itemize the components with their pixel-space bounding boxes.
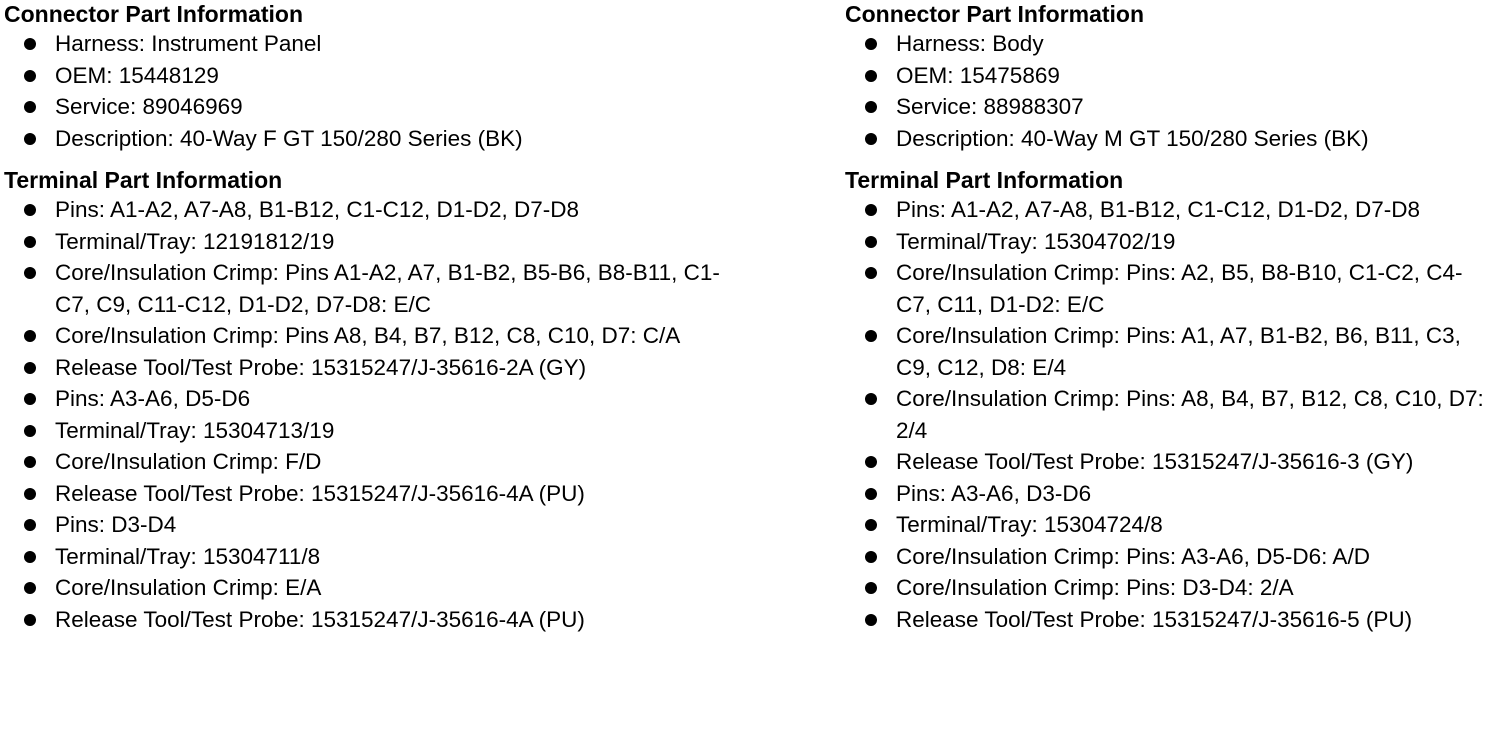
bullet-icon [24, 133, 36, 145]
connector-heading: Connector Part Information [845, 1, 1145, 27]
list-item-text: Terminal/Tray: 15304702/19 [896, 228, 1176, 254]
terminal-heading: Terminal Part Information [4, 167, 283, 193]
connector-info-list [4, 28, 784, 154]
list-item-text: Core/Insulation Crimp: Pins: D3-D4: 2/A [896, 575, 1294, 600]
list-item-text: Release Tool/Test Probe: 15315247/J-35616-4A (PU) [55, 480, 585, 506]
list-item-text: Pins: A1-A2, A7-A8, B1-B12, C1-C12, D1-D2, D7-D8 [896, 197, 1420, 222]
bullet-icon [865, 133, 877, 145]
bullet-icon [24, 38, 36, 50]
bullet-icon [865, 267, 877, 279]
terminal-heading: Terminal Part Information [845, 167, 1124, 193]
list-item-text: Terminal/Tray: 15304724/8 [896, 512, 1163, 537]
list-item [845, 383, 1490, 446]
list-item-text: Pins: A1-A2, A7-A8, B1-B12, C1-C12, D1-D2, D7-D8 [55, 197, 579, 222]
list-item [4, 123, 784, 155]
list-item [845, 572, 1500, 604]
list-item-text: Core/Insulation Crimp: Pins: A1, A7, B1-B2, B6, B11, C3, C9, C12, D8: E/4 [896, 323, 1461, 380]
list-item [845, 60, 1500, 92]
list-item-text: Release Tool/Test Probe: 15315247/J-35616-5 (PU) [896, 606, 1413, 632]
bullet-icon [865, 551, 877, 563]
list-item [4, 352, 734, 384]
bullet-icon [24, 70, 36, 82]
list-item-text: Pins: A3-A6, D5-D6 [55, 386, 251, 411]
bullet-icon [24, 456, 36, 468]
bullet-icon [24, 551, 36, 563]
bullet-icon [24, 362, 36, 374]
list-item-text: Terminal/Tray: 12191812/19 [55, 228, 335, 254]
list-item-text: Pins: A3-A6, D3-D6 [896, 480, 1092, 506]
list-item [845, 509, 1500, 541]
list-item-text: OEM: 15475869 [896, 62, 1060, 88]
connector-heading: Connector Part Information [4, 1, 304, 27]
list-item [4, 257, 734, 320]
bullet-icon [865, 101, 877, 113]
list-item-text: Harness: Instrument Panel [55, 31, 322, 56]
list-item [4, 60, 784, 92]
list-item-text: Release Tool/Test Probe: 15315247/J-35616-4A (PU) [55, 606, 585, 632]
list-item [845, 541, 1500, 573]
bullet-icon [865, 204, 877, 216]
list-item [4, 226, 734, 258]
list-item-text: Core/Insulation Crimp: Pins: A2, B5, B8-B10, C1-C2, C4-C7, C11, D1-D2: E/C [896, 260, 1463, 317]
list-item-text: Core/Insulation Crimp: Pins: A3-A6, D5-D6: A/D [896, 543, 1370, 569]
bullet-icon [24, 267, 36, 279]
list-item-text: Core/Insulation Crimp: F/D [55, 449, 322, 474]
bullet-icon [865, 330, 877, 342]
list-item [845, 604, 1500, 636]
list-item [4, 28, 784, 60]
list-item [4, 383, 784, 415]
list-item [845, 194, 1490, 226]
bullet-icon [24, 519, 36, 531]
bullet-icon [24, 425, 36, 437]
list-item [845, 257, 1490, 320]
list-item [4, 91, 784, 123]
terminal-group-list [4, 194, 734, 383]
bullet-icon [865, 488, 877, 500]
list-item [4, 415, 784, 447]
list-item-text: Pins: D3-D4 [55, 512, 177, 537]
bullet-icon [24, 204, 36, 216]
list-item [845, 446, 1490, 478]
bullet-icon [865, 70, 877, 82]
list-item-text: Release Tool/Test Probe: 15315247/J-35616-3 (GY) [896, 449, 1414, 474]
bullet-icon [865, 519, 877, 531]
list-item [4, 478, 784, 510]
list-item [845, 320, 1490, 383]
terminal-group-list [4, 383, 784, 509]
terminal-group-list [4, 509, 784, 635]
list-item-text: Core/Insulation Crimp: Pins A1-A2, A7, B1-B2, B5-B6, B8-B11, C1-C7, C9, C11-C12, D1-D2, D7-D8: E/C [55, 260, 720, 317]
bullet-icon [865, 614, 877, 626]
list-item-text: Service: 88988307 [896, 94, 1084, 119]
left-column [4, 0, 784, 635]
list-item [4, 509, 784, 541]
list-item [4, 320, 734, 352]
list-item-text: Description: 40-Way M GT 150/280 Series (BK) [896, 125, 1369, 151]
bullet-icon [865, 38, 877, 50]
bullet-icon [24, 101, 36, 113]
list-item-text: Core/Insulation Crimp: Pins A8, B4, B7, B12, C8, C10, D7: C/A [55, 323, 681, 348]
list-item-text: Core/Insulation Crimp: Pins: A8, B4, B7, B12, C8, C10, D7: 2/4 [896, 386, 1484, 443]
list-item-text: Terminal/Tray: 15304711/8 [55, 543, 321, 569]
list-item [845, 478, 1500, 510]
bullet-icon [24, 488, 36, 500]
list-item [4, 604, 784, 636]
terminal-group-list [845, 478, 1500, 636]
bullet-icon [24, 614, 36, 626]
list-item-text: Description: 40-Way F GT 150/280 Series (BK) [55, 125, 523, 151]
list-item-text: Release Tool/Test Probe: 15315247/J-35616-2A (GY) [55, 354, 587, 380]
terminal-group-list [845, 194, 1490, 478]
right-column [845, 0, 1500, 635]
connector-info-list [845, 28, 1500, 154]
bullet-icon [865, 236, 877, 248]
list-item-text: OEM: 15448129 [55, 62, 219, 88]
list-item [845, 226, 1490, 258]
bullet-icon [24, 582, 36, 594]
list-item-text: Terminal/Tray: 15304713/19 [55, 417, 335, 443]
list-item-text: Core/Insulation Crimp: E/A [55, 575, 322, 600]
bullet-icon [865, 456, 877, 468]
list-item [4, 446, 784, 478]
bullet-icon [24, 330, 36, 342]
bullet-icon [24, 393, 36, 405]
list-item [4, 194, 734, 226]
bullet-icon [24, 236, 36, 248]
list-item [845, 91, 1500, 123]
bullet-icon [865, 393, 877, 405]
list-item [4, 572, 784, 604]
list-item-text: Harness: Body [896, 31, 1044, 56]
list-item [845, 28, 1500, 60]
list-item-text: Service: 89046969 [55, 94, 243, 119]
list-item [845, 123, 1500, 155]
list-item [4, 541, 784, 573]
bullet-icon [865, 582, 877, 594]
